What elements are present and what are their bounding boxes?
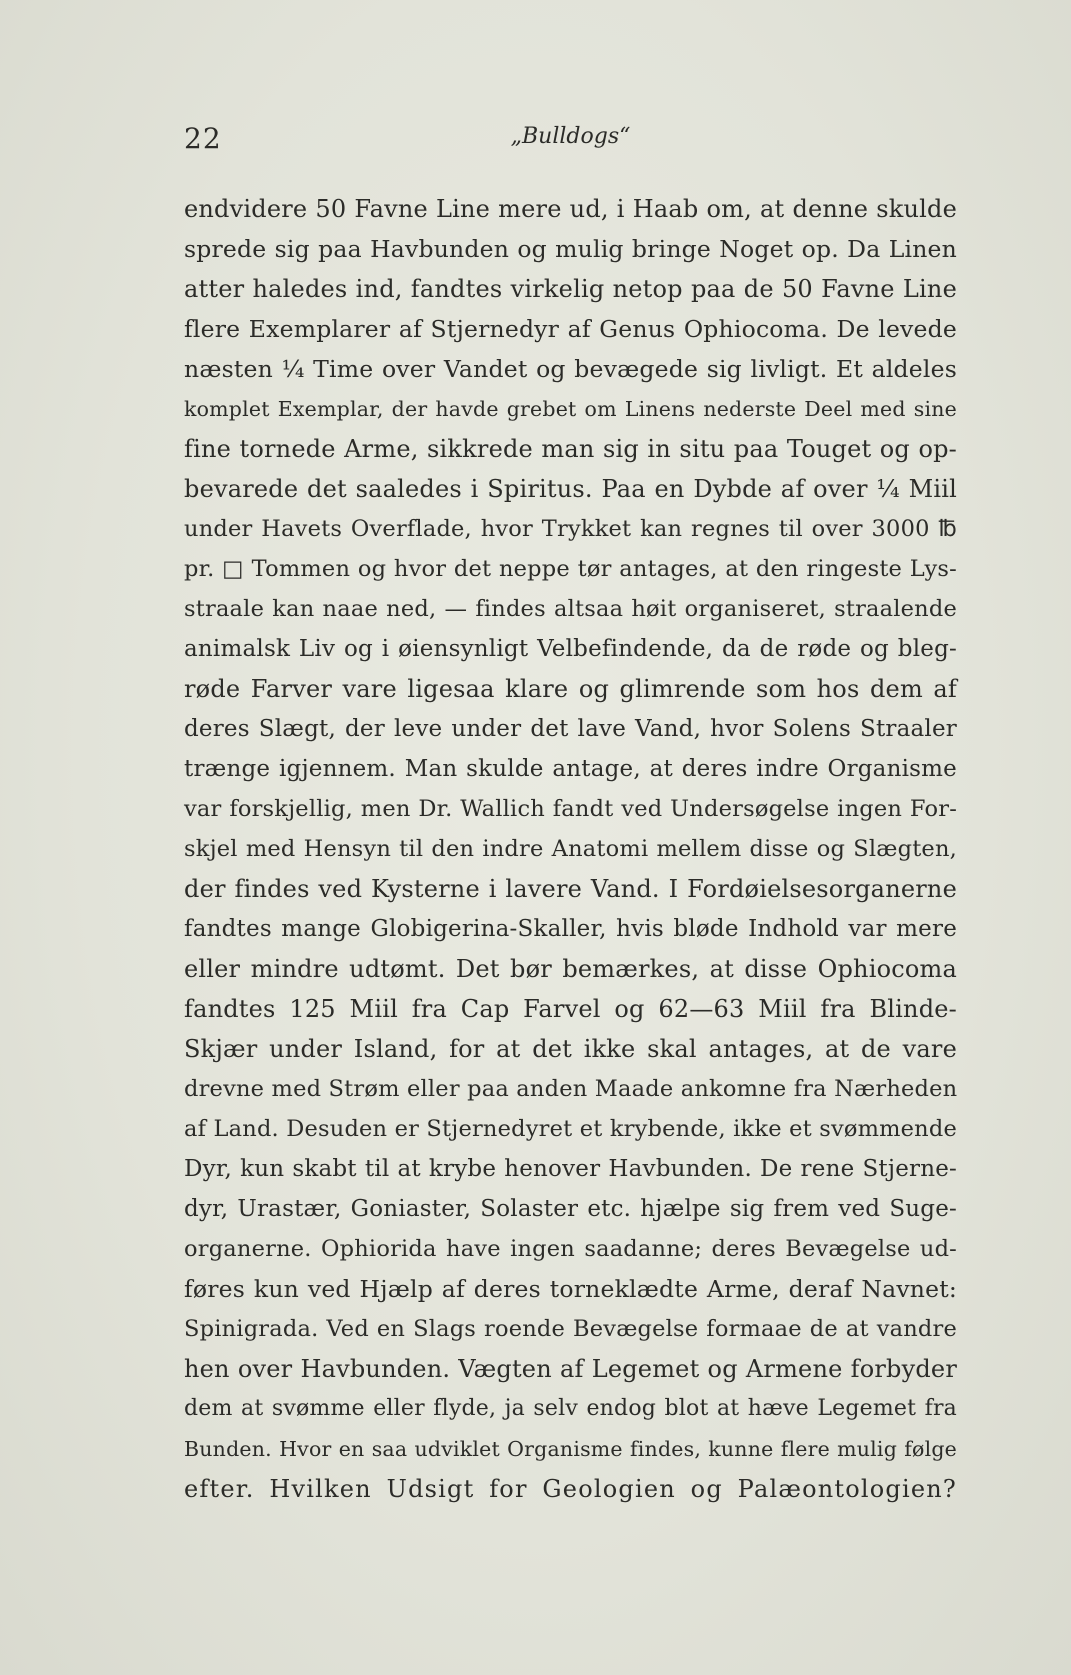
text-line: endvidere 50 Favne Line mere ud, i Haab om, at denne skulde <box>184 195 957 223</box>
page-header <box>184 122 957 162</box>
text-line: eller mindre udtømt. Det bør bemærkes, at disse Ophiocoma <box>184 955 957 983</box>
text-line: var forskjellig, men Dr. Wallich fandt ved Undersøgelse ingen For- <box>184 796 957 822</box>
text-line: fandtes 125 Miil fra Cap Farvel og 62—63 Miil fra Blinde- <box>184 995 957 1023</box>
text-line: Spinigrada. Ved en Slags roende Bevægelse formaae de at vandre <box>184 1316 957 1342</box>
text-line: af Land. Desuden er Stjernedyret et krybende, ikke et svømmende <box>184 1116 957 1142</box>
text-line: næsten ¼ Time over Vandet og bevægede sig livligt. Et aldeles <box>184 355 957 383</box>
text-line: animalsk Liv og i øiensynligt Velbefindende, da de røde og bleg- <box>184 636 957 662</box>
text-line: straale kan naae ned, — findes altsaa høit organiseret, straalende <box>184 596 957 622</box>
text-line: Bunden. Hvor en saa udviklet Organisme findes, kunne flere mulig følge <box>184 1437 957 1461</box>
text-line: Dyr, kun skabt til at krybe henover Havbunden. De rene Stjerne- <box>184 1156 957 1182</box>
text-line: skjel med Hensyn til den indre Anatomi mellem disse og Slægten, <box>184 836 957 862</box>
body-text <box>184 189 957 1509</box>
page-number: 22 <box>184 122 222 155</box>
text-line: føres kun ved Hjælp af deres torneklædte Arme, deraf Navnet: <box>184 1275 957 1303</box>
text-line: Skjær under Island, for at det ikke skal antages, at de vare <box>184 1035 957 1063</box>
text-line: deres Slægt, der leve under det lave Vand, hvor Solens Straaler <box>184 716 957 742</box>
text-line: flere Exemplarer af Stjernedyr af Genus Ophiocoma. De levede <box>184 315 957 343</box>
text-line: efter. Hvilken Udsigt for Geologien og Palæontologien? <box>184 1475 957 1503</box>
text-line: fine tornede Arme, sikkrede man sig in situ paa Touget og op- <box>184 435 957 463</box>
text-line: sprede sig paa Havbunden og mulig bringe Noget op. Da Linen <box>184 235 957 263</box>
text-line: dyr, Urastær, Goniaster, Solaster etc. hjælpe sig frem ved Suge- <box>184 1196 957 1222</box>
text-line: trænge igjennem. Man skulde antage, at deres indre Organisme <box>184 756 957 782</box>
text-line: komplet Exemplar, der havde grebet om Linens nederste Deel med sine <box>184 397 957 421</box>
text-line: drevne med Strøm eller paa anden Maade ankomne fra Nærheden <box>184 1076 958 1102</box>
text-line: organerne. Ophiorida have ingen saadanne; deres Bevægelse ud- <box>184 1236 957 1262</box>
running-title: „Bulldogs“ <box>510 124 631 149</box>
text-line: atter haledes ind, fandtes virkelig netop paa de 50 Favne Line <box>184 275 957 303</box>
text-line: pr. □ Tommen og hvor det neppe tør antages, at den ringeste Lys- <box>184 556 957 582</box>
text-line: fandtes mange Globigerina-Skaller, hvis bløde Indhold var mere <box>184 916 957 942</box>
text-line: røde Farver vare ligesaa klare og glimrende som hos dem af <box>184 675 957 703</box>
text-line: der findes ved Kysterne i lavere Vand. I Fordøielsesorganerne <box>184 875 957 903</box>
text-line: under Havets Overflade, hvor Trykket kan regnes til over 3000 ℔ <box>184 516 957 542</box>
text-line: dem at svømme eller flyde, ja selv endog blot at hæve Legemet fra <box>184 1396 957 1421</box>
text-line: hen over Havbunden. Vægten af Legemet og Armene forbyder <box>184 1355 957 1383</box>
text-line: bevarede det saaledes i Spiritus. Paa en Dybde af over ¼ Miil <box>184 475 957 503</box>
